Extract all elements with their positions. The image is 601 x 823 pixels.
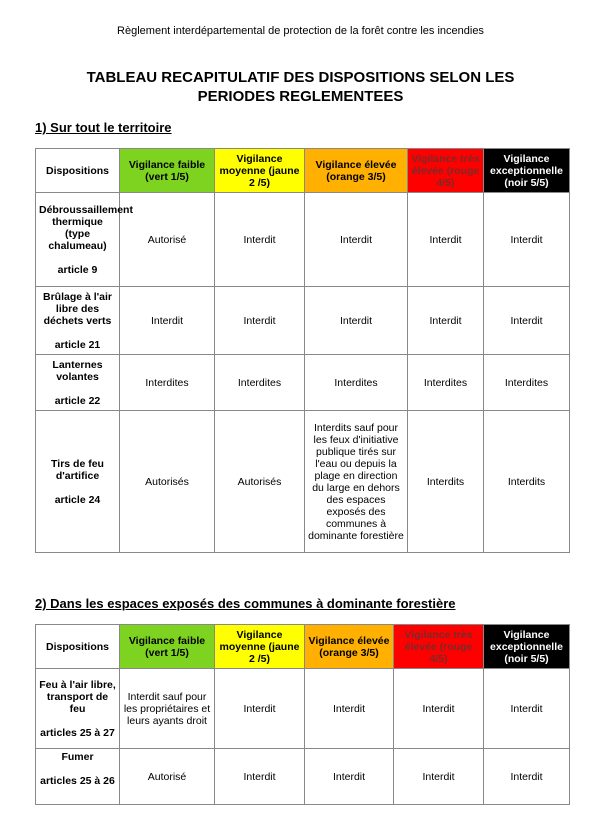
section-1-heading: 1) Sur tout le territoire <box>35 120 172 135</box>
disposition-name: Brûlage à l'air libre des déchets verts <box>42 290 113 327</box>
disposition-name: Débroussaillement thermique (type chalumeau) <box>39 203 133 252</box>
header-vigilance-orange: Vigilance élevée (orange 3/5) <box>305 149 408 193</box>
table-cell: Interdit <box>120 287 215 355</box>
table-cell: Interdites <box>305 355 408 411</box>
section-2-heading: 2) Dans les espaces exposés des communes à dominante forestière <box>35 596 456 611</box>
header-vigilance-green: Vigilance faible (vert 1/5) <box>120 625 215 669</box>
table-cell: Autorisé <box>120 193 215 287</box>
table-cell: Interdit <box>215 669 305 749</box>
table-cell: Autorisé <box>120 749 215 805</box>
header-vigilance-yellow: Vigilance moyenne (jaune 2 /5) <box>215 625 305 669</box>
title-line-1: TABLEAU RECAPITULATIF DES DISPOSITIONS SELON LES <box>86 69 515 86</box>
table-row <box>36 287 570 355</box>
table-cell: Interdits <box>408 411 484 553</box>
table-cell: Interdit <box>484 193 570 287</box>
header-vigilance-orange: Vigilance élevée (orange 3/5) <box>305 625 394 669</box>
disposition-name: Feu à l'air libre, transport de feu <box>39 678 116 715</box>
header-vigilance-red: Vigilance très élevée (rouge 4/5) <box>394 625 484 669</box>
disposition-article: article 24 <box>54 493 101 506</box>
table-cell: Autorisés <box>215 411 305 553</box>
table-cell: Interdites <box>215 355 305 411</box>
row-disposition <box>36 411 120 553</box>
table-cell: Interdit <box>215 193 305 287</box>
header-dispositions: Dispositions <box>36 149 120 193</box>
page-title <box>0 68 601 106</box>
table-cell: Interdit <box>305 669 394 749</box>
row-disposition <box>36 669 120 749</box>
table-cell: Interdit <box>394 669 484 749</box>
table-cell: Interdites <box>408 355 484 411</box>
disposition-article: articles 25 à 26 <box>40 775 115 787</box>
table-cell: Interdit <box>484 287 570 355</box>
title-line-2: PERIODES REGLEMENTEES <box>197 88 404 105</box>
header-vigilance-red: Vigilance très élevée (rouge 4/5) <box>408 149 484 193</box>
table-cell: Interdits <box>484 411 570 553</box>
table-cell: Interdit <box>394 749 484 805</box>
table-row <box>36 355 570 411</box>
table-cell: Interdit <box>408 193 484 287</box>
table-row <box>36 669 570 749</box>
table-cell: Interdit <box>215 749 305 805</box>
table-cell: Interdit <box>305 287 408 355</box>
table-cell: Interdits sauf pour les feux d'initiative publique tirés sur l'eau ou depuis la plage en direction du large en dehors des espaces exposés des communes à dominante forestière <box>305 411 408 553</box>
table-header-row <box>36 625 570 669</box>
disposition-name: Fumer <box>61 751 94 763</box>
disposition-article: article 21 <box>54 338 101 351</box>
table-cell: Interdit <box>484 749 570 805</box>
table-cell: Interdit <box>408 287 484 355</box>
row-disposition <box>36 287 120 355</box>
row-disposition <box>36 355 120 411</box>
row-disposition <box>36 749 120 805</box>
document-header: Règlement interdépartemental de protection de la forêt contre les incendies <box>117 25 484 37</box>
disposition-article: article 22 <box>54 394 101 407</box>
table-row <box>36 749 570 805</box>
disposition-article: articles 25 à 27 <box>40 726 115 739</box>
disposition-name: Lanternes volantes <box>52 358 103 383</box>
table-cell: Interdit sauf pour les propriétaires et leurs ayants droit <box>120 669 215 749</box>
table-cell: Interdit <box>305 193 408 287</box>
table-cell: Interdit <box>215 287 305 355</box>
header-vigilance-yellow: Vigilance moyenne (jaune 2 /5) <box>215 149 305 193</box>
disposition-article: article 9 <box>57 263 98 276</box>
header-vigilance-green: Vigilance faible (vert 1/5) <box>120 149 215 193</box>
header-vigilance-black: Vigilance exceptionnelle (noir 5/5) <box>484 625 570 669</box>
table-row <box>36 193 570 287</box>
table-cell: Interdites <box>484 355 570 411</box>
header-dispositions: Dispositions <box>36 625 120 669</box>
table-cell: Autorisés <box>120 411 215 553</box>
table-cell: Interdit <box>484 669 570 749</box>
table-cell: Interdites <box>120 355 215 411</box>
header-vigilance-black: Vigilance exceptionnelle (noir 5/5) <box>484 149 570 193</box>
disposition-name: Tirs de feu d'artifice <box>51 457 104 482</box>
row-disposition <box>36 193 133 287</box>
table-territory <box>35 148 570 553</box>
table-row <box>36 411 570 553</box>
table-forest-areas <box>35 624 570 805</box>
table-header-row <box>36 149 570 193</box>
table-cell: Interdit <box>305 749 394 805</box>
